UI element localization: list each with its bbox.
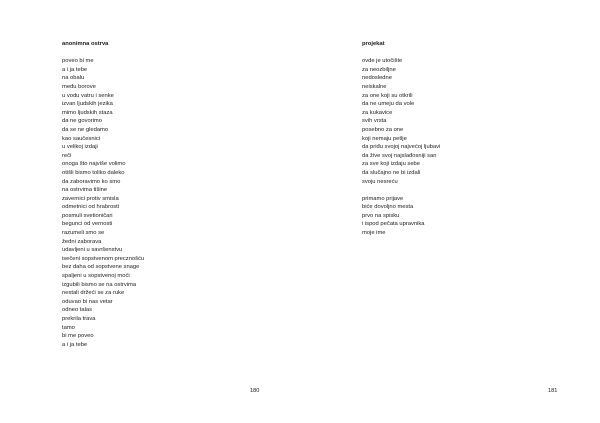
poem-line: prvo na spisku <box>362 212 400 219</box>
poem-line: nestali držeći se za ruke <box>62 290 125 297</box>
poem-line: za neozbiljne <box>362 66 396 73</box>
poem-line: odneo talas <box>62 307 92 314</box>
poem-line: poveo bi me <box>62 58 94 65</box>
poem-line: zavernici protiv smisla <box>62 195 119 202</box>
page-number: 180 <box>250 388 260 394</box>
poem-line: kao saučesnici <box>62 135 101 142</box>
poem-line: za one koji su otkrili <box>362 92 413 99</box>
poem-line: da priđu svojoj najvećoj ljubavi <box>362 144 441 151</box>
poem-line: isečeni sopstvenom precznošću <box>62 255 145 262</box>
poem-line: biće dovoljno mesta <box>362 204 414 211</box>
poem-line: koji nemaju petlje <box>362 135 407 142</box>
poem-line: udavljeni u savršenstvu <box>62 247 123 254</box>
poem-line: izgubili bismo se na ostrvima <box>62 281 137 288</box>
poem-line: za kukavice <box>362 109 393 116</box>
poem-line: da ne govorimo <box>62 118 102 125</box>
poem-line: među borove <box>62 83 96 90</box>
poem-body <box>362 57 440 237</box>
poem-line: reči <box>62 152 72 159</box>
poem-left <box>62 40 144 358</box>
poem-line: žedni zaborava <box>62 238 102 245</box>
poem-line: svih vrsta <box>362 118 387 125</box>
poem-line: a i ja tebe <box>62 341 88 348</box>
stanza <box>362 57 440 186</box>
poem-right <box>362 40 440 246</box>
poem-line: razumeli smo se <box>62 230 105 237</box>
poem-title: projekat <box>362 41 385 47</box>
poem-line: za sve koji izdaju sebe <box>362 161 421 168</box>
poem-line: mimo ljudskih staza <box>62 109 113 116</box>
poem-line: u velikoj izdaji <box>62 144 98 151</box>
poem-line: na ostrvima tišine <box>62 187 108 194</box>
poem-line: bi me poveo <box>62 333 94 340</box>
poem-line: tamo <box>62 324 75 331</box>
poem-line: da ne umeju da vole <box>362 101 415 108</box>
poem-line: posebno za one <box>362 126 404 133</box>
poem-line: oduvao bi nas vetar <box>62 298 113 305</box>
poem-line: neiskalne <box>362 83 387 90</box>
stanza <box>62 57 144 349</box>
poem-line: primamo prijave <box>362 195 404 202</box>
poem-line: begunci od vernosti <box>62 221 113 228</box>
poem-line: posmuli svetioničari <box>62 212 113 219</box>
poem-line: otišli bismo toliko daleko <box>62 169 125 176</box>
poem-line: u vodu vatru i senke <box>62 92 114 99</box>
poem-line: da se ne gledamo <box>62 126 109 133</box>
poem-line: moje ime <box>362 230 386 237</box>
poem-line: svoju nesreću <box>362 178 398 185</box>
poem-line: a i ja tebe <box>62 66 88 73</box>
stanza <box>362 195 440 238</box>
poem-line: da zaboravimo ko smo <box>62 178 121 185</box>
poem-line: onoga što najviše volimo <box>62 161 126 168</box>
poem-line: odmetnici od hrabrosti <box>62 204 120 211</box>
poem-line: ovde je utočište <box>362 58 403 65</box>
poem-line: izvan ljudskih jezika <box>62 101 113 108</box>
poem-body <box>62 57 144 349</box>
poem-line: spaljeni u sopstvenoj moći <box>62 273 130 280</box>
poem-line: da žive svoj najslađosniji san <box>362 152 437 159</box>
poem-line: na obalu <box>62 75 85 82</box>
poem-line: da slučajno ne bi izdali <box>362 169 421 176</box>
poem-line: bez daha od sopstvene snage <box>62 264 140 271</box>
poem-line: i ispod pečata upravnika <box>362 221 425 228</box>
page-number: 181 <box>548 388 558 394</box>
poem-line: nedosledne <box>362 75 392 82</box>
poem-line: prekrila trava <box>62 316 96 322</box>
right-page <box>300 0 600 423</box>
poem-title: anonimna ostrva <box>62 41 109 47</box>
